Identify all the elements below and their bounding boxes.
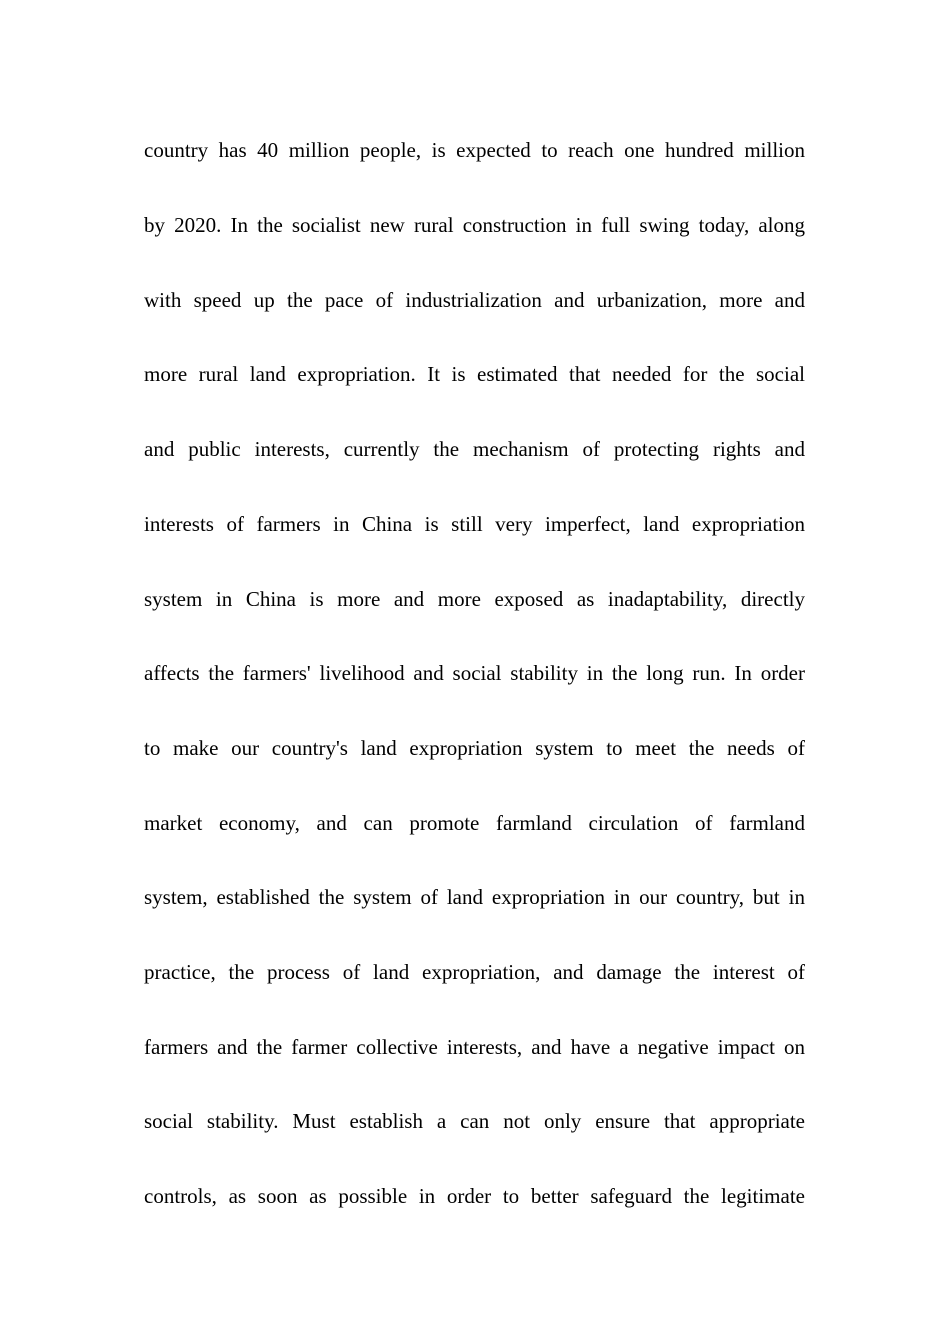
text-line: practice, the process of land expropriation, and damage the interest of bbox=[144, 960, 805, 984]
text-line: more rural land expropriation. It is estimated that needed for the social bbox=[144, 362, 805, 386]
text-line: social stability. Must establish a can not only ensure that appropriate bbox=[144, 1109, 805, 1133]
text-line: interests of farmers in China is still very imperfect, land expropriation bbox=[144, 512, 805, 536]
text-line: market economy, and can promote farmland circulation of farmland bbox=[144, 811, 805, 835]
text-line: controls, as soon as possible in order to better safeguard the legitimate bbox=[144, 1184, 805, 1208]
text-line: by 2020. In the socialist new rural construction in full swing today, along bbox=[144, 213, 805, 237]
text-line: to make our country's land expropriation system to meet the needs of bbox=[144, 736, 805, 760]
text-line: system in China is more and more exposed as inadaptability, directly bbox=[144, 587, 805, 611]
text-line: and public interests, currently the mechanism of protecting rights and bbox=[144, 437, 805, 461]
text-line: with speed up the pace of industrialization and urbanization, more and bbox=[144, 288, 805, 312]
text-line: country has 40 million people, is expected to reach one hundred million bbox=[144, 138, 805, 162]
text-line: affects the farmers' livelihood and social stability in the long run. In order bbox=[144, 661, 805, 685]
text-line: system, established the system of land expropriation in our country, but in bbox=[144, 885, 805, 909]
text-line: farmers and the farmer collective interests, and have a negative impact on bbox=[144, 1035, 805, 1059]
